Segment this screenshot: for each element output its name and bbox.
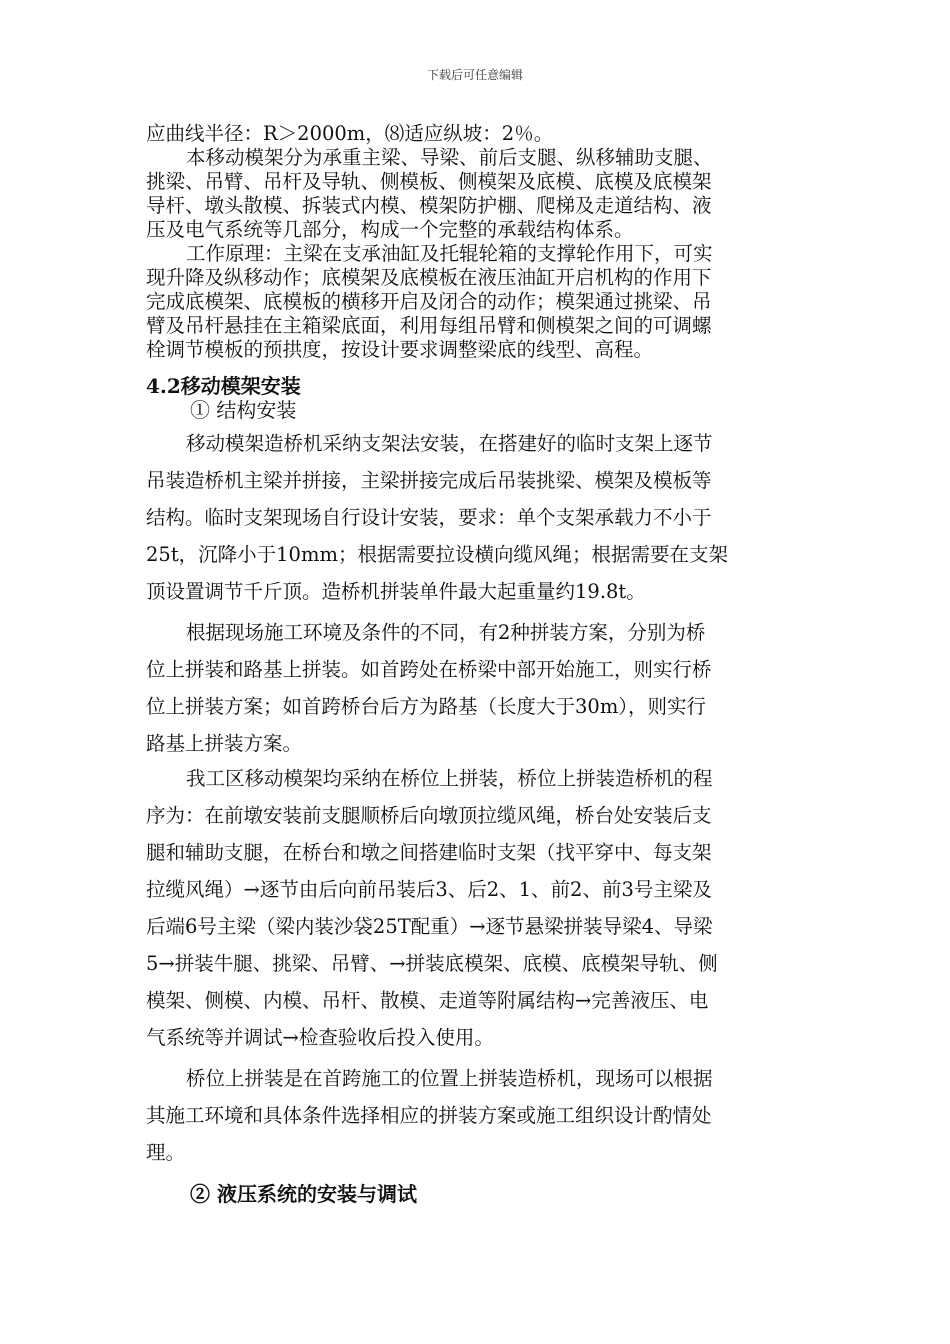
text-line: 后端6号主梁（梁内装沙袋25T配重）→逐节悬梁拼装导梁4、导梁 [146, 915, 713, 938]
text-line: 5→拼装牛腿、挑梁、吊臂、→拼装底模架、底模、底模架导轨、侧 [146, 952, 718, 975]
text-line: 腿和辅助支腿，在桥台和墩之间搭建临时支架（找平穿中、每支架 [146, 841, 712, 864]
subsection-heading: ② 液压系统的安装与调试 [190, 1182, 417, 1206]
text-line: 桥位上拼装是在首跨施工的位置上拼装造桥机，现场可以根据 [186, 1067, 713, 1090]
text-line: 路基上拼装方案。 [146, 732, 303, 755]
subsection-title: ① 结构安装 [190, 398, 297, 422]
paragraph-3 [146, 760, 806, 1056]
text-line: 工作原理：主梁在支承油缸及托辊轮箱的支撑轮作用下，可实 [186, 242, 713, 265]
section-heading: 4.2移动模架安装 [146, 374, 301, 398]
text-line: 位上拼装方案；如首跨桥台后方为路基（长度大于30m），则实行 [146, 695, 707, 718]
text-line: 拉缆风绳）→逐节由后向前吊装后3、后2、1、前2、前3号主梁及 [146, 878, 712, 901]
text-line: 导杆、墩头散模、拆装式内模、模架防护棚、爬梯及走道结构、液 [146, 194, 712, 217]
text-line: 应曲线半径：R＞2000m，⑻适应纵坡：2％。 [146, 122, 554, 145]
text-line: 完成底模架、底模板的横移开启及闭合的动作；模架通过挑梁、吊 [146, 290, 712, 313]
text-line: 我工区移动模架均采纳在桥位上拼装，桥位上拼装造桥机的程 [186, 767, 713, 790]
paragraph-1 [146, 425, 806, 610]
text-line: 挑梁、吊臂、吊杆及导轨、侧模板、侧模架及底模、底模及底模架 [146, 170, 712, 193]
text-line: 现升降及纵移动作；底模架及底模板在液压油缸开启机构的作用下 [146, 266, 712, 289]
text-line: 其施工环境和具体条件选择相应的拼装方案或施工组织设计酌情处 [146, 1104, 712, 1127]
text-line: 移动模架造桥机采纳支架法安装，在搭建好的临时支架上逐节 [186, 432, 713, 455]
text-line: 位上拼装和路基上拼装。如首跨处在桥梁中部开始施工，则实行桥 [146, 658, 712, 681]
text-line: 理。 [146, 1141, 186, 1164]
text-line: 臂及吊杆悬挂在主箱梁底面，利用每组吊臂和侧模架之间的可调螺 [146, 314, 712, 337]
page-header-note: 下载后可任意编辑 [426, 68, 523, 82]
text-line: 顶设置调节千斤顶。造桥机拼装单件最大起重量约19.8t。 [146, 580, 646, 603]
paragraph-4 [146, 1060, 806, 1171]
intro-block [146, 122, 806, 362]
text-line: 吊装造桥机主梁并拼接，主梁拼接完成后吊装挑梁、模架及模板等 [146, 469, 712, 492]
text-line: 模架、侧模、内模、吊杆、散模、走道等附属结构→完善液压、电 [146, 989, 709, 1012]
text-line: 25t，沉降小于10mm；根据需要拉设横向缆风绳；根据需要在支架 [146, 543, 728, 566]
text-line: 栓调节模板的预拱度，按设计要求调整梁底的线型、高程。 [146, 338, 654, 361]
text-line: 根据现场施工环境及条件的不同，有2种拼装方案，分别为桥 [186, 621, 706, 644]
text-line: 序为：在前墩安装前支腿顺桥后向墩顶拉缆风绳，桥台处安装后支 [146, 804, 712, 827]
text-line: 压及电气系统等几部分，构成一个完整的承载结构体系。 [146, 218, 634, 241]
paragraph-2 [146, 614, 806, 762]
text-line: 气系统等并调试→检查验收后投入使用。 [146, 1026, 494, 1049]
text-line: 结构。临时支架现场自行设计安装，要求：单个支架承载力不小于 [146, 506, 712, 529]
text-line: 本移动模架分为承重主梁、导梁、前后支腿、纵移辅助支腿、 [186, 146, 713, 169]
